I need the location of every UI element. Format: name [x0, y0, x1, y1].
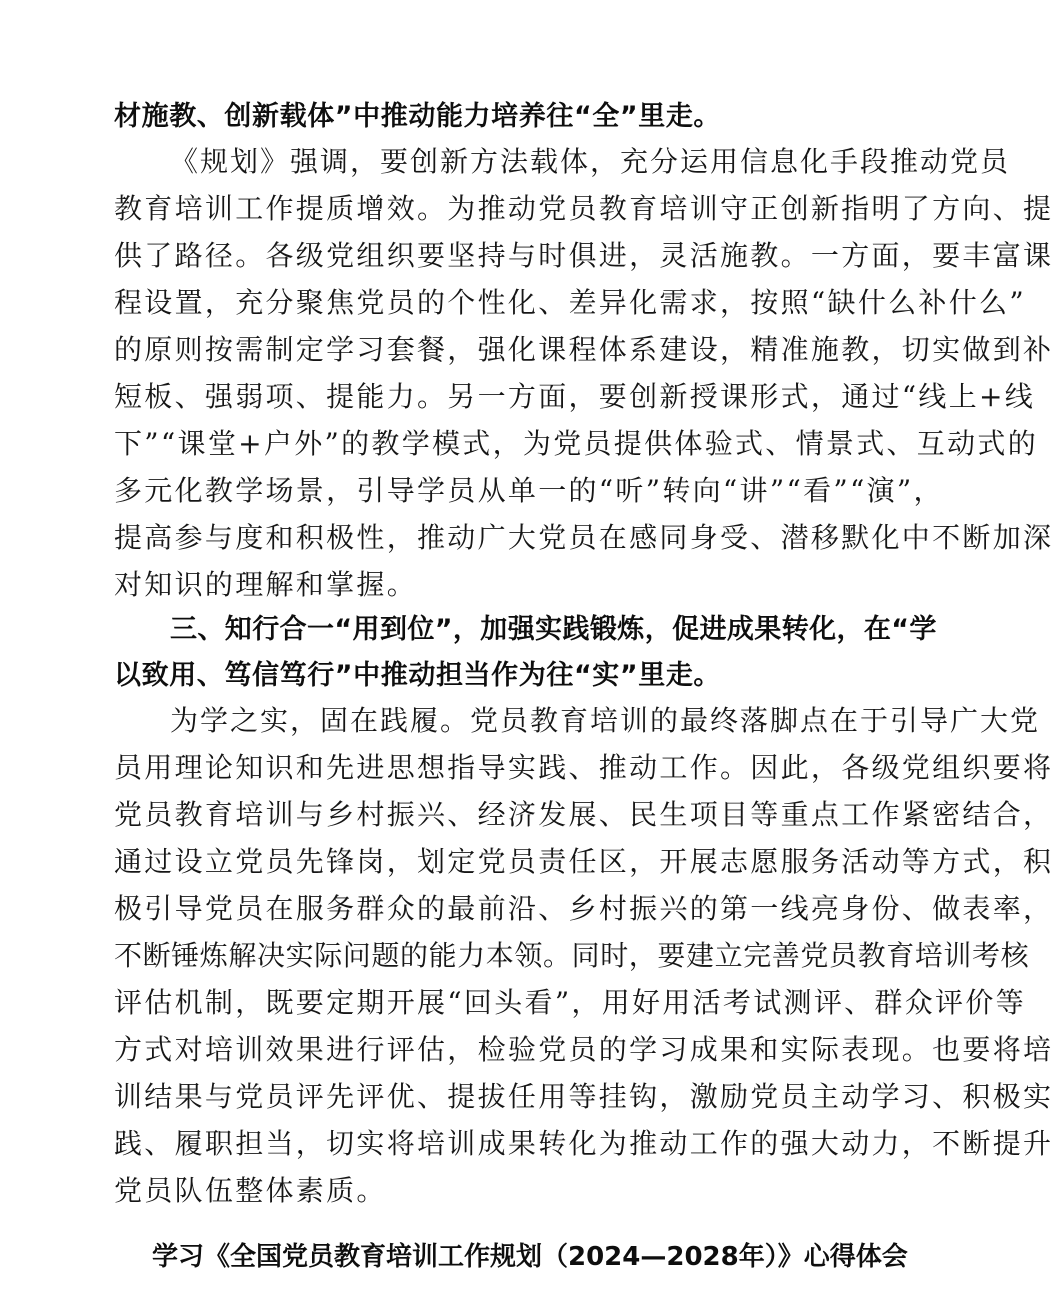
- paragraph-2-line: 为学之实，固在践履。党员教育培训的最终落脚点在于引导广大党: [170, 704, 1041, 737]
- paragraph-1-line: 供了路径。各级党组织要坚持与时俱进，灵活施教。一方面，要丰富课: [114, 239, 1053, 272]
- paragraph-2-line: 践、履职担当，切实将培训成果转化为推动工作的强大动力，不断提升: [114, 1127, 1053, 1160]
- paragraph-1-line: 教育培训工作提质增效。为推动党员教育培训守正创新指明了方向、提: [114, 192, 1053, 225]
- paragraph-2-line: 极引导党员在服务群众的最前沿、乡村振兴的第一线亮身份、做表率，: [114, 892, 1053, 925]
- paragraph-1-line: 《规划》强调，要创新方法载体，充分运用信息化手段推动党员: [170, 145, 1011, 178]
- section-3-heading-line: 以致用、笃信笃行”中推动担当作为往“实”里走。: [114, 660, 722, 691]
- paragraph-2-line: 通过设立党员先锋岗，划定党员责任区，开展志愿服务活动等方式，积: [114, 845, 1053, 878]
- paragraph-2-line: 不断锤炼解决实际问题的能力本领。同时，要建立完善党员教育培训考核: [114, 939, 1030, 972]
- paragraph-2-line: 训结果与党员评先评优、提拔任用等挂钩，激励党员主动学习、积极实: [114, 1080, 1053, 1113]
- paragraph-1-line: 对知识的理解和掌握。: [114, 568, 418, 601]
- paragraph-1-line: 提高参与度和积极性，推动广大党员在感同身受、潜移默化中不断加深: [114, 521, 1053, 554]
- section-2-heading-tail: 材施教、创新载体”中推动能力培养往“全”里走。: [114, 101, 722, 132]
- paragraph-2-line: 评估机制，既要定期开展“回头看”，用好用活考试测评、群众评价等: [114, 986, 1026, 1019]
- paragraph-2-line: 员用理论知识和先进思想指导实践、推动工作。因此，各级党组织要将: [114, 751, 1053, 784]
- paragraph-2-line: 党员教育培训与乡村振兴、经济发展、民生项目等重点工作紧密结合，: [114, 798, 1053, 831]
- paragraph-1-line: 程设置，充分聚焦党员的个性化、差异化需求，按照“缺什么补什么”: [114, 286, 1026, 319]
- paragraph-2-line: 党员队伍整体素质。: [114, 1174, 387, 1207]
- section-3-heading-line: 三、知行合一“用到位”，加强实践锻炼，促进成果转化，在“学: [170, 614, 937, 645]
- next-article-title: 学习《全国党员教育培训工作规划（2024—2028年）》心得体会: [152, 1242, 908, 1272]
- paragraph-2-line: 方式对培训效果进行评估，检验党员的学习成果和实际表现。也要将培: [114, 1033, 1053, 1066]
- paragraph-1-line: 多元化教学场景，引导学员从单一的“听”转向“讲”“看”“演”，: [114, 474, 944, 507]
- paragraph-1-line: 下”“课堂+户外”的教学模式，为党员提供体验式、情景式、互动式的: [114, 427, 1039, 460]
- paragraph-1-line: 短板、强弱项、提能力。另一方面，要创新授课形式，通过“线上+线: [114, 380, 1036, 413]
- paragraph-1-line: 的原则按需制定学习套餐，强化课程体系建设，精准施教，切实做到补: [114, 333, 1053, 366]
